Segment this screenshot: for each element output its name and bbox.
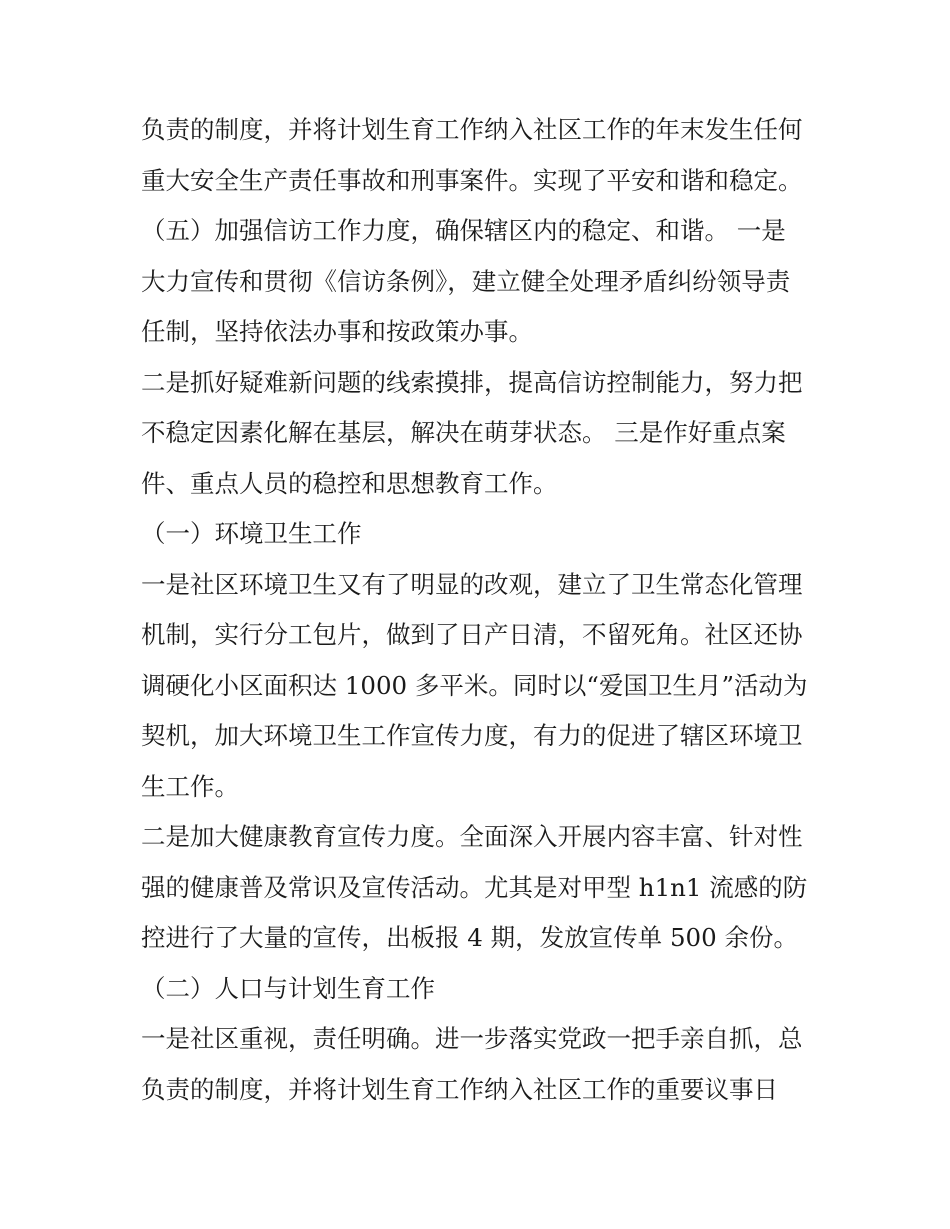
text-line: 不稳定因素化解在基层，解决在萌芽状态。 三是作好重点案: [141, 418, 786, 447]
text-line: 负责的制度，并将计划生育工作纳入社区工作的重要议事日: [141, 1075, 778, 1104]
text-line: 负责的制度，并将计划生育工作纳入社区工作的年末发生任何: [141, 115, 803, 144]
section-heading: （二）人口与计划生育工作: [141, 974, 435, 1003]
text-line: 重大安全生产责任事故和刑事案件。实现了平安和谐和稳定。: [141, 166, 803, 195]
text-line: 契机，加大环境卫生工作宣传力度，有力的促进了辖区环境卫: [141, 721, 803, 750]
text-line: 调硬化小区面积达 1000 多平米。同时以“爱国卫生月”活动为: [141, 671, 808, 700]
text-line: 二是抓好疑难新问题的线索摸排，提高信访控制能力，努力把: [141, 368, 803, 397]
text-line: 一是社区重视，责任明确。进一步落实党政一把手亲自抓，总: [141, 1024, 803, 1053]
text-line: 强的健康普及常识及宣传活动。尤其是对甲型 h1n1 流感的防: [141, 873, 808, 902]
text-line: 任制，坚持依法办事和按政策办事。: [141, 317, 533, 346]
section-heading: （一）环境卫生工作: [141, 519, 362, 548]
text-line: 机制，实行分工包片，做到了日产日清，不留死角。社区还协: [141, 620, 803, 649]
text-line: 控进行了大量的宣传，出板报 4 期，发放宣传单 500 余份。: [141, 923, 798, 952]
text-line: 件、重点人员的稳控和思想教育工作。: [141, 469, 558, 498]
text-line: 大力宣传和贯彻《信访条例》，建立健全处理矛盾纠纷领导责: [141, 267, 791, 296]
text-line: 二是加大健康教育宣传力度。全面深入开展内容丰富、针对性: [141, 822, 803, 851]
text-line: 一是社区环境卫生又有了明显的改观，建立了卫生常态化管理: [141, 570, 803, 599]
text-line: 生工作。: [141, 772, 239, 801]
text-line: （五）加强信访工作力度，确保辖区内的稳定、和谐。 一是: [141, 216, 786, 245]
